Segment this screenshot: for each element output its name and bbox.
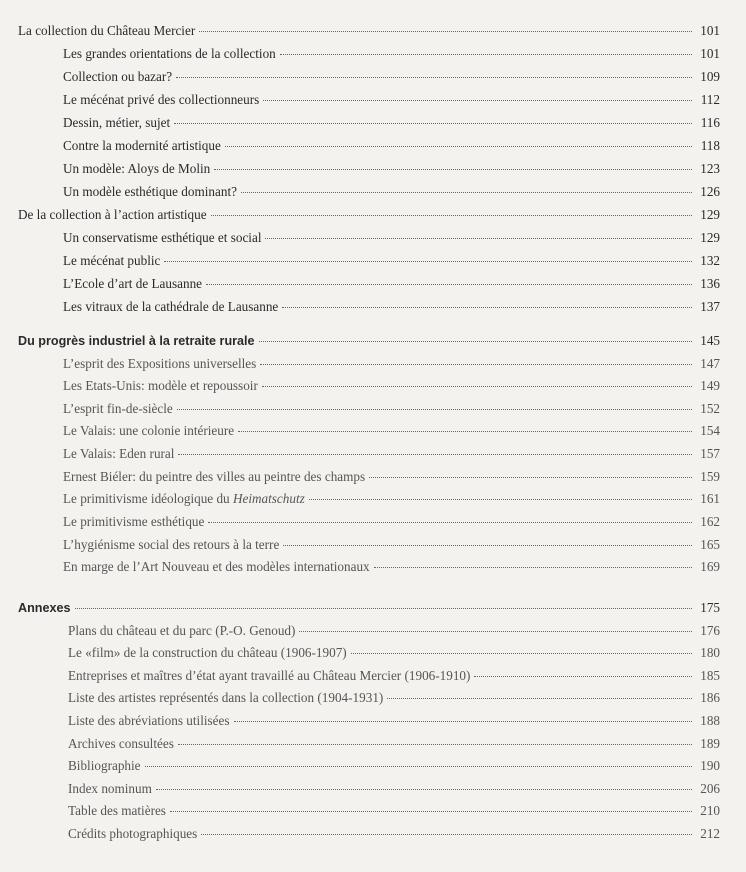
toc-entry (63, 90, 720, 110)
toc-page-number: 109 (700, 69, 720, 84)
toc-leader-dots (225, 146, 692, 147)
toc-leader-dots (351, 653, 692, 654)
toc-leader-dots (283, 545, 692, 546)
toc-entry (63, 113, 720, 133)
toc-entry (63, 444, 720, 464)
toc-leader-dots (178, 454, 692, 455)
toc-entry (63, 512, 720, 532)
toc-page-number: 210 (700, 803, 720, 818)
toc-leader-dots (178, 744, 692, 745)
toc-leader-dots (282, 307, 692, 308)
toc-entry-label: Un modèle: Aloys de Molin (63, 161, 211, 176)
toc-entry (68, 779, 720, 799)
toc-entry-label: L’esprit fin-de-siècle (63, 401, 173, 416)
toc-entry-label: De la collection à l’action artistique (18, 207, 207, 222)
toc-leader-dots (265, 238, 692, 239)
toc-leader-dots (206, 284, 692, 285)
toc-entry (63, 489, 720, 509)
toc-leader-dots (170, 811, 692, 812)
toc-entry (68, 824, 720, 844)
toc-entry (63, 228, 720, 248)
toc-leader-dots (211, 215, 692, 216)
toc-leader-dots (260, 364, 692, 365)
toc-entry-label: Dessin, métier, sujet (63, 115, 171, 130)
toc-entry-label: Les Etats-Unis: modèle et repoussoir (63, 378, 258, 393)
toc-entry-label-italic: Heimatschutz (232, 491, 305, 506)
toc-section-heading (18, 598, 720, 618)
toc-leader-dots (156, 789, 692, 790)
toc-page-number: 161 (700, 491, 720, 506)
toc-entry-label: Crédits photographiques (68, 826, 198, 841)
toc-entry-label: En marge de l’Art Nouveau et des modèles internationaux (63, 559, 370, 574)
toc-entry (63, 274, 720, 294)
toc-leader-dots (369, 477, 692, 478)
toc-page-number: 180 (700, 645, 720, 660)
toc-page-number: 175 (700, 600, 720, 615)
toc-leader-dots (238, 431, 692, 432)
toc-page-number: 206 (700, 781, 720, 796)
toc-entry-label: Bibliographie (68, 758, 141, 773)
toc-entry (68, 666, 720, 686)
toc-page-number: 190 (700, 758, 720, 773)
toc-entry-label: Entreprises et maîtres d’état ayant travaillé au Château Mercier (1906-1910) (68, 668, 471, 683)
toc-entry-label: Contre la modernité artistique (63, 138, 221, 153)
toc-entry-label: La collection du Château Mercier (18, 23, 196, 38)
toc-entry (63, 182, 720, 202)
toc-page-number: 186 (700, 690, 720, 705)
toc-page-number: 116 (700, 115, 720, 130)
toc-entry-label: Liste des artistes représentés dans la collection (1904-1931) (68, 690, 384, 705)
toc-entry-label: Le Valais: Eden rural (63, 446, 175, 461)
toc-page-number: 101 (700, 46, 720, 61)
toc-leader-dots (299, 631, 692, 632)
toc-entry (63, 399, 720, 419)
toc-leader-dots (474, 676, 692, 677)
toc-entry-label: Un modèle esthétique dominant? (63, 184, 237, 199)
toc-page-number: 165 (700, 537, 720, 552)
toc-entry-label: Archives consultées (68, 736, 174, 751)
toc-entry (63, 557, 720, 577)
toc-entry-label: Le Valais: une colonie intérieure (63, 423, 235, 438)
toc-entry (63, 297, 720, 317)
toc-entry (63, 159, 720, 179)
toc-entry (63, 354, 720, 374)
toc-entry (18, 21, 720, 41)
toc-entry-label: Ernest Biéler: du peintre des villes au peintre des champs (63, 469, 366, 484)
toc-page-number: 188 (700, 713, 720, 728)
toc-page-number: 147 (700, 356, 720, 371)
toc-entry-label: Les grandes orientations de la collection (63, 46, 276, 61)
toc-page-number: 118 (700, 138, 720, 153)
toc-page-number: 152 (700, 401, 720, 416)
toc-entry (68, 711, 720, 731)
toc-entry-label: Index nominum (68, 781, 152, 796)
toc-entry-label: Le mécénat privé des collectionneurs (63, 92, 260, 107)
toc-leader-dots (199, 31, 692, 32)
toc-entry-label: Collection ou bazar? (63, 69, 173, 84)
toc-page-number: 154 (700, 423, 720, 438)
toc-entry-label: Un conservatisme esthétique et social (63, 230, 262, 245)
toc-entry-label: Plans du château et du parc (P.-O. Genoud) (68, 623, 296, 638)
toc-page-number: 176 (700, 623, 720, 638)
toc-page-number: 162 (700, 514, 720, 529)
toc-entry-label: L’esprit des Expositions universelles (63, 356, 257, 371)
toc-entry (68, 734, 720, 754)
toc-page-number: 169 (700, 559, 720, 574)
toc-entry-label: Table des matières (68, 803, 166, 818)
toc-leader-dots (374, 567, 692, 568)
toc-entry-label: L’Ecole d’art de Lausanne (63, 276, 203, 291)
toc-entry-label: Les vitraux de la cathédrale de Lausanne (63, 299, 279, 314)
toc-page-number: 145 (700, 333, 720, 348)
toc-entry (63, 44, 720, 64)
toc-entry (63, 467, 720, 487)
toc-leader-dots (208, 522, 692, 523)
toc-entry (63, 535, 720, 555)
toc-section-label: Annexes (18, 601, 71, 615)
toc-leader-dots (263, 100, 692, 101)
toc-leader-dots (241, 192, 692, 193)
toc-page-number: 112 (700, 92, 720, 107)
toc-entry (18, 205, 720, 225)
toc-leader-dots (75, 608, 693, 609)
toc-entry-label: Le «film» de la construction du château (1906-1907) (68, 645, 347, 660)
toc-page-number: 129 (700, 230, 720, 245)
toc-page-number: 159 (700, 469, 720, 484)
toc-entry (63, 251, 720, 271)
toc-entry (68, 621, 720, 641)
toc-page-number: 136 (700, 276, 720, 291)
toc-entry (63, 421, 720, 441)
toc-entry (63, 67, 720, 87)
toc-entry (68, 688, 720, 708)
toc-leader-dots (145, 766, 692, 767)
toc-page-number: 189 (700, 736, 720, 751)
toc-page-number: 129 (700, 207, 720, 222)
toc-leader-dots (164, 261, 692, 262)
toc-page-number: 137 (700, 299, 720, 314)
toc-leader-dots (201, 834, 692, 835)
toc-entry (68, 643, 720, 663)
toc-entry-label: Le primitivisme idéologique du (63, 491, 230, 506)
toc-entry (63, 376, 720, 396)
toc-entry (68, 756, 720, 776)
toc-leader-dots (176, 77, 692, 78)
toc-entry-label: L’hygiénisme social des retours à la terre (63, 537, 280, 552)
toc-leader-dots (387, 698, 692, 699)
toc-page-number: 149 (700, 378, 720, 393)
toc-page-number: 157 (700, 446, 720, 461)
toc-leader-dots (259, 341, 692, 342)
toc-entry (63, 136, 720, 156)
toc-entry-label: Liste des abréviations utilisées (68, 713, 230, 728)
toc-entry-label: Le primitivisme esthétique (63, 514, 205, 529)
toc-leader-dots (262, 386, 692, 387)
toc-page-number: 185 (700, 668, 720, 683)
toc-page-number: 212 (700, 826, 720, 841)
toc-leader-dots (309, 499, 692, 500)
toc-leader-dots (177, 409, 692, 410)
toc-leader-dots (234, 721, 692, 722)
toc-page-number: 123 (700, 161, 720, 176)
toc-leader-dots (174, 123, 692, 124)
toc-page-number: 132 (700, 253, 720, 268)
toc-page-number: 126 (700, 184, 720, 199)
toc-entry-label: Le mécénat public (63, 253, 161, 268)
toc-section-label: Du progrès industriel à la retraite rurale (18, 334, 255, 348)
toc-leader-dots (280, 54, 692, 55)
toc-section-heading (18, 331, 720, 351)
toc-page-number: 101 (700, 23, 720, 38)
toc-leader-dots (214, 169, 692, 170)
toc-entry (68, 801, 720, 821)
